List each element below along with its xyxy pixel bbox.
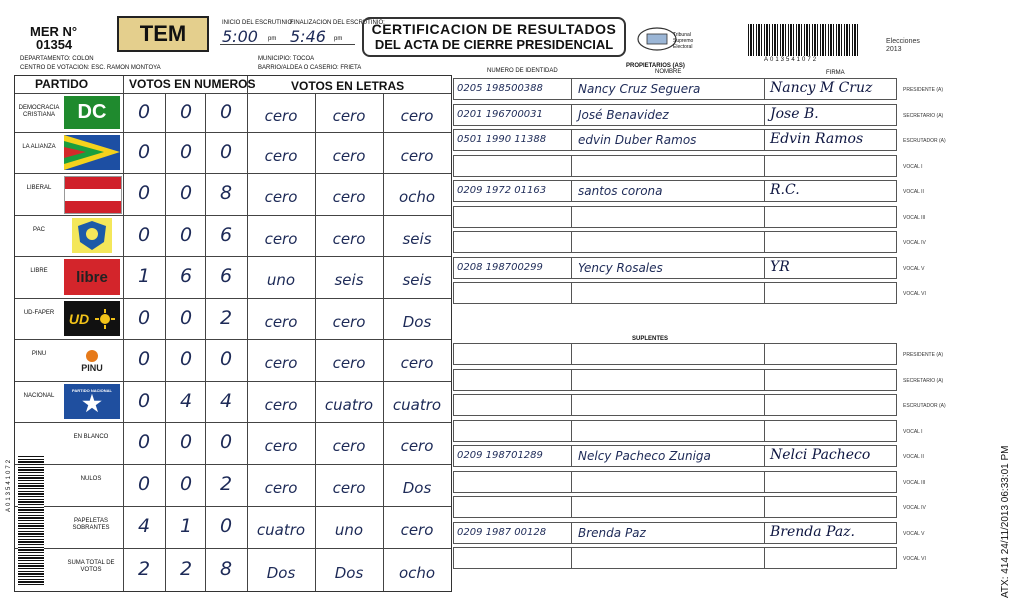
row-divider — [15, 339, 451, 340]
vote-word: ocho — [398, 564, 436, 582]
vote-number-digit: 6 — [219, 265, 233, 287]
member-role: VOCAL V — [903, 530, 925, 537]
vote-number-digit: 0 — [219, 141, 233, 163]
vote-word: cero — [264, 147, 298, 165]
suplentes-heading: SUPLENTES — [632, 336, 669, 342]
vote-word: cero — [332, 188, 366, 206]
cell-divider — [571, 548, 572, 568]
row-divider — [15, 422, 451, 423]
member-role: SECRETARIO (A) — [903, 377, 944, 384]
member-row — [453, 180, 897, 202]
party-label: PAC — [33, 227, 45, 233]
mer-label: MER N° — [30, 24, 78, 39]
vote-word: cuatro — [392, 396, 442, 414]
vote-number-digit: 0 — [179, 141, 193, 163]
member-role: VOCAL VI — [903, 291, 926, 297]
vote-number-digit: 4 — [179, 390, 193, 412]
member-row — [453, 78, 897, 100]
vote-word: cero — [332, 107, 366, 125]
party-label: EN BLANCO — [73, 434, 109, 440]
centro-votacion: CENTRO DE VOTACION: ESC. RAMON MONTOYA — [20, 65, 161, 71]
row-divider — [15, 215, 451, 216]
member-role: VOCAL III — [903, 214, 926, 221]
col-divider-6 — [383, 93, 384, 591]
party-label: LIBRE — [30, 268, 48, 274]
vote-word: Dos — [334, 564, 364, 582]
party-label: PAPELETAS SOBRANTES — [72, 518, 110, 531]
vote-number-digit: 2 — [137, 558, 151, 580]
cell-divider — [571, 472, 572, 492]
cell-divider — [571, 395, 572, 415]
member-id: 0501 1990 11388 — [457, 134, 547, 145]
member-row — [453, 257, 897, 279]
vote-number-digit: 6 — [179, 265, 193, 287]
vote-number-digit: 0 — [137, 307, 151, 329]
vote-number-digit: 4 — [137, 515, 151, 537]
cell-divider — [764, 523, 765, 543]
vote-number-digit: 1 — [179, 515, 193, 537]
vote-word: seis — [402, 230, 432, 248]
member-id: 0209 1972 01163 — [457, 185, 547, 196]
vote-number-digit: 0 — [179, 307, 193, 329]
party-label: NULOS — [80, 476, 102, 482]
final-ampm: pm — [334, 36, 343, 42]
tse-logo — [635, 26, 693, 52]
row-divider — [15, 381, 451, 382]
vote-number-digit: 0 — [137, 101, 151, 123]
title-line-2: DEL ACTA DE CIERRE PRESIDENCIAL — [374, 37, 614, 52]
cell-divider — [764, 258, 765, 278]
member-role: VOCAL II — [903, 189, 924, 195]
vote-number-digit: 6 — [219, 224, 233, 246]
vote-word: cero — [264, 479, 298, 497]
member-role: VOCAL I — [903, 163, 923, 170]
nacional-star-icon: PARTIDO NACIONAL ★ — [64, 384, 120, 419]
member-role: VOCAL I — [903, 428, 923, 435]
cell-divider — [764, 446, 765, 466]
vote-word: cero — [332, 147, 366, 165]
member-role: ESCRUTADOR (A) — [903, 138, 946, 144]
vote-word: cero — [400, 107, 434, 125]
vote-number-digit: 0 — [179, 473, 193, 495]
left-barcode-number: A013541072 — [6, 457, 12, 512]
vote-word: cuatro — [324, 396, 374, 414]
vote-word: ocho — [398, 188, 436, 206]
cell-divider — [764, 344, 765, 364]
row-divider — [15, 548, 451, 549]
vote-word: seis — [334, 271, 364, 289]
member-row — [453, 206, 897, 228]
vote-number-digit: 0 — [219, 101, 233, 123]
row-divider — [15, 464, 451, 465]
mer-number: 01354 — [36, 37, 73, 52]
member-id: 0205 198500388 — [457, 83, 543, 94]
member-row — [453, 445, 897, 467]
party-label: NACIONAL — [23, 393, 55, 399]
member-row — [453, 420, 897, 442]
cell-divider — [571, 421, 572, 441]
tem-badge: TEM — [117, 16, 209, 52]
member-signature: Brenda Paz. — [770, 523, 856, 540]
member-name: Yency Rosales — [578, 260, 663, 275]
party-label: PINU — [31, 351, 47, 357]
member-name: Nancy Cruz Seguera — [578, 82, 701, 96]
cell-divider — [571, 232, 572, 252]
member-role: SECRETARIO (A) — [903, 112, 944, 119]
col-header-partido: PARTIDO — [35, 77, 89, 91]
vote-word: cero — [400, 521, 434, 539]
vote-word: cero — [400, 354, 434, 372]
vote-word: cero — [332, 354, 366, 372]
member-row — [453, 496, 897, 518]
cell-divider — [571, 79, 572, 99]
member-row — [453, 471, 897, 493]
member-role: VOCAL VI — [903, 556, 926, 562]
member-row — [453, 155, 897, 177]
col-divider-4 — [247, 76, 248, 591]
vote-number-digit: 0 — [219, 431, 233, 453]
row-divider — [15, 298, 451, 299]
vote-number-digit: 0 — [137, 348, 151, 370]
cell-divider — [764, 283, 765, 303]
elecciones-logo: Elecciones 2013 — [886, 38, 920, 53]
member-row — [453, 343, 897, 365]
vote-number-digit: 0 — [179, 182, 193, 204]
member-row — [453, 104, 897, 126]
member-role: VOCAL II — [903, 454, 924, 460]
vote-word: cero — [400, 437, 434, 455]
member-role: VOCAL IV — [903, 505, 926, 511]
vote-word: cero — [332, 479, 366, 497]
departamento: DEPARTAMENTO: COLON — [20, 56, 94, 62]
member-row — [453, 129, 897, 151]
cell-divider — [571, 446, 572, 466]
cell-divider — [764, 130, 765, 150]
vote-number-digit: 0 — [137, 224, 151, 246]
votes-table — [14, 75, 452, 592]
vote-number-digit: 2 — [219, 307, 233, 329]
inicio-ampm: pm — [268, 36, 277, 42]
member-signature: R.C. — [770, 182, 800, 198]
vote-word: uno — [334, 521, 364, 539]
member-name: edvin Duber Ramos — [578, 133, 697, 147]
col-header-numero-identidad: NUMERO DE IDENTIDAD — [487, 68, 558, 74]
side-stamp: ATX: 414 24/11/2013 06:33:01 PM — [1000, 445, 1011, 598]
final-value: 5:46 — [290, 27, 326, 46]
vote-word: cero — [264, 107, 298, 125]
cell-divider — [571, 258, 572, 278]
dc-logo-icon: DC — [64, 96, 120, 129]
cell-divider — [764, 232, 765, 252]
party-label: SUMA TOTAL DE VOTOS — [67, 560, 115, 573]
vote-number-digit: 0 — [179, 101, 193, 123]
vote-number-digit: 8 — [219, 558, 233, 580]
vote-number-digit: 0 — [219, 348, 233, 370]
vote-number-digit: 0 — [219, 515, 233, 537]
member-name: santos corona — [578, 184, 663, 198]
cell-divider — [764, 395, 765, 415]
vote-number-digit: 0 — [179, 431, 193, 453]
row-divider — [15, 506, 451, 507]
col-header-nombre: NOMBRE — [655, 69, 682, 75]
cell-divider — [571, 344, 572, 364]
vote-word: uno — [266, 271, 296, 289]
cell-divider — [571, 523, 572, 543]
member-row — [453, 394, 897, 416]
member-role: VOCAL V — [903, 265, 925, 272]
libre-logo-icon: libre — [64, 259, 120, 295]
member-name: Nelcy Pacheco Zuniga — [578, 449, 711, 463]
cell-divider — [571, 283, 572, 303]
vote-word: cero — [400, 147, 434, 165]
vote-word: cero — [332, 313, 366, 331]
top-barcode — [748, 24, 860, 56]
member-id: 0209 198701289 — [457, 450, 543, 461]
row-divider — [15, 132, 451, 133]
cell-divider — [571, 156, 572, 176]
cell-divider — [571, 370, 572, 390]
cell-divider — [764, 548, 765, 568]
vote-word: Dos — [402, 479, 432, 497]
top-barcode-number: A013541072 — [764, 57, 819, 63]
header-divider — [15, 93, 451, 94]
title-box — [362, 17, 626, 57]
member-name: José Benavidez — [578, 107, 669, 122]
col-header-numeros: VOTOS EN NUMEROS — [129, 77, 256, 91]
tse-text: Tribunal Supremo Electoral — [673, 32, 694, 50]
inicio-value: 5:00 — [222, 27, 258, 46]
vote-word: Dos — [402, 313, 432, 331]
vote-number-digit: 2 — [219, 473, 233, 495]
row-divider — [15, 173, 451, 174]
pinu-logo-icon: PINU — [64, 342, 120, 378]
cell-divider — [571, 181, 572, 201]
vote-word: cero — [264, 396, 298, 414]
col-header-letras: VOTOS EN LETRAS — [291, 79, 405, 93]
cell-divider — [764, 156, 765, 176]
member-signature: Nelci Pacheco — [770, 447, 871, 463]
party-label: UD-FAPER — [23, 310, 55, 316]
member-role: VOCAL IV — [903, 240, 926, 246]
title-line-1: CERTIFICACION DE RESULTADOS — [371, 21, 617, 37]
member-id: 0209 1987 00128 — [457, 526, 547, 538]
member-row — [453, 369, 897, 391]
cell-divider — [764, 207, 765, 227]
vote-number-digit: 0 — [137, 182, 151, 204]
col-header-propietarios: PROPIETARIOS (AS) — [626, 63, 685, 69]
left-barcode — [18, 455, 44, 585]
vote-word: Dos — [266, 564, 296, 582]
member-role: PRESIDENTE (A) — [903, 352, 944, 358]
party-label: DEMOCRACIA CRISTIANA — [18, 105, 60, 118]
pac-shield-icon — [64, 218, 120, 253]
party-label: LA ALIANZA — [22, 144, 56, 150]
cell-divider — [571, 497, 572, 517]
vote-number-digit: 0 — [137, 473, 151, 495]
alianza-flag-icon — [64, 135, 120, 170]
vote-number-digit: 0 — [137, 390, 151, 412]
vote-word: seis — [402, 271, 432, 289]
cell-divider — [764, 497, 765, 517]
liberal-flag-icon — [64, 176, 122, 214]
member-signature: Nancy M Cruz — [770, 80, 873, 96]
member-signature: YR — [770, 258, 790, 275]
vote-number-digit: 4 — [219, 390, 233, 412]
vote-word: cero — [332, 230, 366, 248]
ud-sun-icon: UD — [64, 301, 120, 336]
cell-divider — [764, 370, 765, 390]
vote-number-digit: 0 — [179, 224, 193, 246]
member-row — [453, 547, 897, 569]
member-role: PRESIDENTE (A) — [903, 87, 944, 93]
vote-word: cero — [264, 313, 298, 331]
vote-word: cero — [264, 354, 298, 372]
cell-divider — [571, 130, 572, 150]
col-divider-5 — [315, 93, 316, 591]
vote-number-digit: 8 — [219, 182, 233, 204]
col-header-firma: FIRMA — [826, 70, 845, 76]
vote-word: cero — [264, 437, 298, 455]
vote-number-digit: 0 — [137, 431, 151, 453]
cell-divider — [764, 181, 765, 201]
member-signature: Jose B. — [770, 105, 819, 122]
member-row — [453, 231, 897, 253]
member-row — [453, 522, 897, 544]
party-label: LIBERAL — [26, 185, 52, 191]
cell-divider — [764, 105, 765, 125]
member-role: ESCRUTADOR (A) — [903, 403, 946, 409]
vote-word: cero — [264, 230, 298, 248]
member-id: 0208 198700299 — [457, 261, 543, 273]
vote-number-digit: 0 — [179, 348, 193, 370]
row-divider — [15, 256, 451, 257]
cell-divider — [764, 472, 765, 492]
finalizacion-label: FINALIZACION DEL ESCRUTINIO: — [290, 20, 385, 26]
vote-number-digit: 0 — [137, 141, 151, 163]
member-row — [453, 282, 897, 304]
cell-divider — [764, 421, 765, 441]
cell-divider — [571, 207, 572, 227]
member-signature: Edvin Ramos — [770, 131, 864, 147]
vote-number-digit: 2 — [179, 558, 193, 580]
cell-divider — [764, 79, 765, 99]
member-name: Brenda Paz — [578, 525, 646, 540]
vote-number-digit: 1 — [137, 265, 151, 287]
cell-divider — [571, 105, 572, 125]
vote-word: cero — [264, 188, 298, 206]
member-role: VOCAL III — [903, 479, 926, 486]
municipio: MUNICIPIO: TOCOA — [258, 56, 315, 62]
time-underline — [220, 44, 355, 45]
member-id: 0201 196700031 — [457, 108, 543, 120]
vote-word: cero — [332, 437, 366, 455]
vote-word: cuatro — [256, 521, 306, 539]
barrio: BARRIO/ALDEA O CASERIO: FRIETA — [258, 65, 362, 71]
inicio-label: INICIO DEL ESCRUTINIO: — [222, 20, 294, 26]
